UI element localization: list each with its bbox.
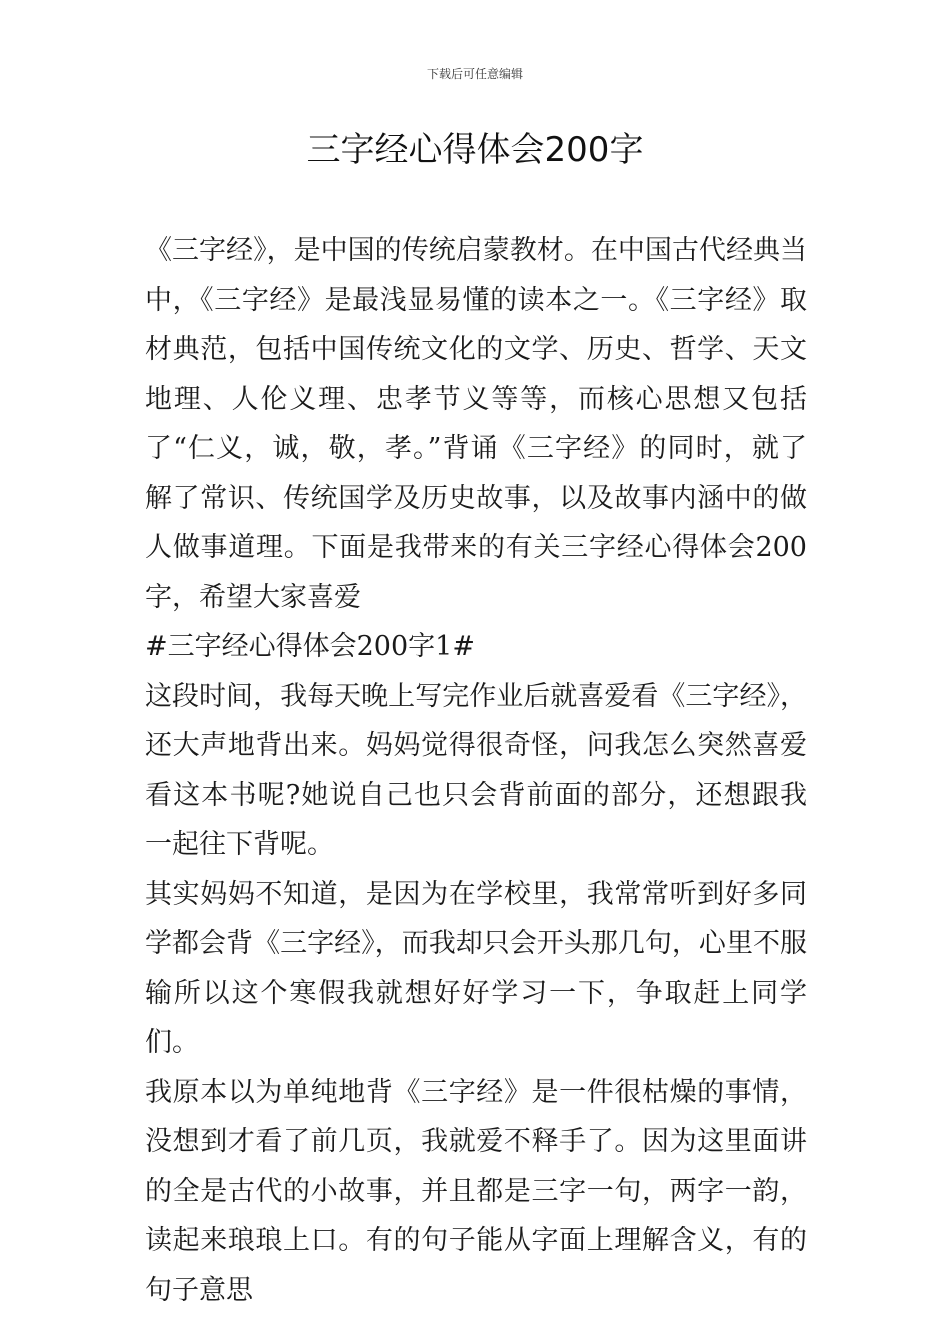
document-title: 三字经心得体会200字 [306, 130, 644, 170]
body-paragraph-1: 这段时间，我每天晚上写完作业后就喜爱看《三字经》，还大声地背出来。妈妈觉得很奇怪，问我怎么突然喜爱看这本书呢?她说自己也只会背前面的部分，还想跟我一起往下背呢。 [145, 680, 807, 860]
intro-paragraph: 《三字经》，是中国的传统启蒙教材。在中国古代经典当中，《三字经》是最浅显易懂的读本之一。《三字经》取材典范，包括中国传统文化的文学、历史、哲学、天文地理、人伦义理、忠孝节义等等，而核心思想又包括了“仁义，诚，敬，孝。”背诵《三字经》的同时，就了解了常识、传统国学及历史故事，以及故事内涵中的做人做事道理。下面是我带来的有关三字经心得体会200字，希望大家喜爱 [145, 235, 807, 613]
header-note: 下载后可任意编辑 [426, 67, 523, 81]
section-heading: #三字经心得体会200字1# [145, 631, 475, 662]
body-paragraph-2: 其实妈妈不知道，是因为在学校里，我常常听到好多同学都会背《三字经》，而我却只会开头那几句，心里不服输所以这个寒假我就想好好学习一下，争取赶上同学们。 [145, 878, 807, 1058]
document-body [145, 226, 807, 1315]
body-paragraph-3: 我原本以为单纯地背《三字经》是一件很枯燥的事情，没想到才看了前几页，我就爱不释手了。因为这里面讲的全是古代的小故事，并且都是三字一句，两字一韵，读起来琅琅上口。有的句子能从字面上理解含义，有的句子意思 [145, 1076, 807, 1306]
